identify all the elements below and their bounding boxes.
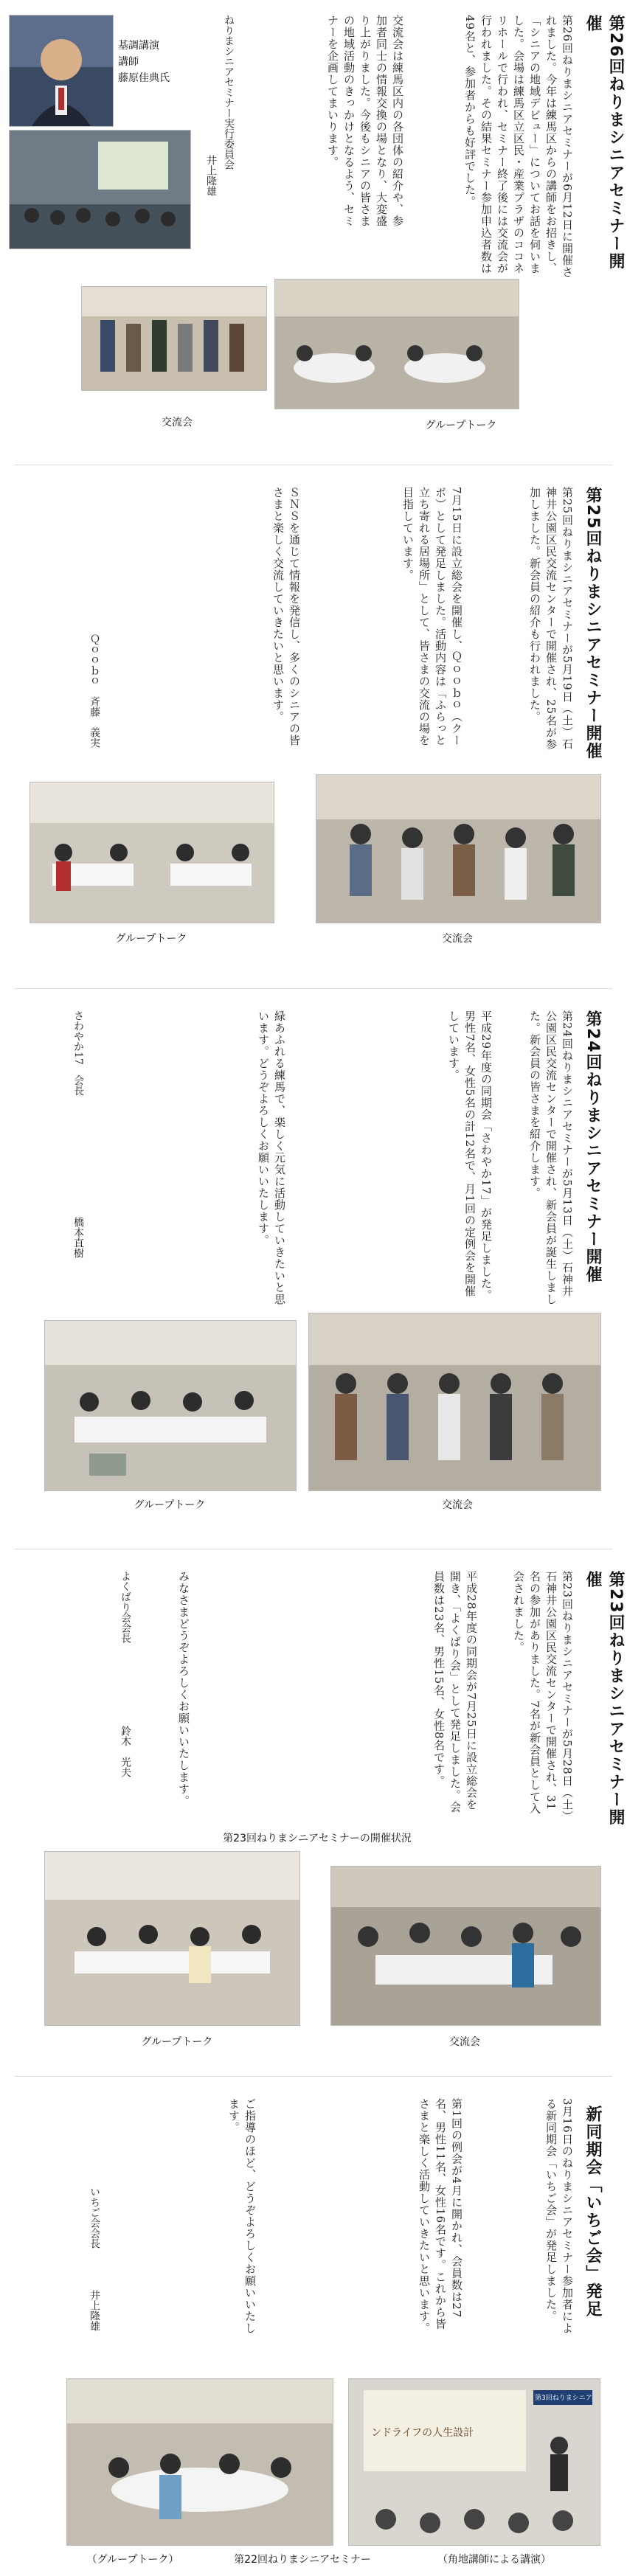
signer: 橋本直樹 bbox=[72, 1217, 84, 1258]
section-body: 第24回ねりまシニアセミナーが5月13日（土）石神井公園区民交流センターで開催され、新会員が誕生しました。新会員の皆さまを紹介します。 bbox=[528, 1010, 574, 1305]
section-body-2: 平成29年度の同期会「さわやか17」が発足しました。男性7名、女性5名の計12名で、月1回の定例会を開催しています。 bbox=[447, 1010, 493, 1302]
caption-social: 交流会 bbox=[442, 933, 473, 945]
speaker-role: 基調講演 bbox=[118, 40, 159, 52]
signer: 鈴木 光夫 bbox=[119, 1726, 131, 1777]
photo-social bbox=[81, 286, 267, 391]
signature: ねりまシニアセミナー実行委員会 bbox=[223, 15, 235, 170]
lecture-photo bbox=[9, 130, 191, 249]
caption-group-talk: グループトーク bbox=[134, 1499, 206, 1511]
signature: さわやか17 会長 bbox=[72, 1010, 84, 1096]
banner: 第23回ねりまシニアセミナーの開催状況 bbox=[223, 1833, 412, 1844]
speaker-photo bbox=[9, 15, 114, 127]
caption-social: 交流会 bbox=[442, 1499, 473, 1511]
section-body: 3月16日のねりまシニアセミナー参加者による新同期会「いちご会」が発足しました。 bbox=[544, 2098, 574, 2334]
caption-social: 交流会 bbox=[162, 417, 193, 428]
caption-group-talk: グループトーク bbox=[115, 933, 187, 945]
caption-social: 交流会 bbox=[449, 2036, 480, 2048]
section-seminar-23 bbox=[0, 1556, 627, 2072]
caption-group-talk: グループトーク bbox=[425, 420, 497, 431]
caption-group-talk: （グループトーク） bbox=[86, 2554, 179, 2566]
caption-seminar-title: 第22回ねりまシニアセミナー bbox=[234, 2554, 371, 2566]
signer: 井上隆雄 bbox=[205, 155, 217, 196]
slide-header: 第3回ねりまシニア bbox=[535, 2395, 592, 2402]
divider bbox=[15, 988, 612, 989]
section-body-2: 平成28年度の同期会が7月25日に設立総会を開き、「よくばり会」として発足しました。会員数は23名、男性15名、女性8名です。 bbox=[432, 1571, 478, 1813]
section-body-2: 7月15日に設立総会を開催し、Ｑｏｏｂｏ（クーボ）として発足しました。活動内容は「ふらっと立ち寄れる居場所」として、皆さまの交流の場を目指しています。 bbox=[401, 487, 463, 746]
section-body: 第25回ねりまシニアセミナーが5月19日（土）石神井公園区民交流センターで開催され、25名が参加しました。新会員の紹介も行われました。 bbox=[528, 487, 574, 751]
photo-social bbox=[308, 1313, 601, 1491]
signature: Ｑｏｏｂｏ 斉藤 義実 bbox=[89, 634, 100, 748]
photo-group-talk bbox=[44, 1851, 300, 2026]
section-title: 第23回ねりまシニアセミナー開催 bbox=[583, 1571, 625, 1827]
signature: よくばり会会長 bbox=[119, 1571, 131, 1643]
section-seminar-24 bbox=[0, 996, 627, 1541]
slide-text: ンドライフの人生設計 bbox=[371, 2427, 474, 2439]
caption-group-talk: グループトーク bbox=[141, 2036, 213, 2048]
speaker-name: 藤原佳典氏 bbox=[118, 72, 170, 84]
section-seminar-22 bbox=[0, 2083, 627, 2576]
photo-group-talk bbox=[44, 1320, 297, 1491]
section-seminar-26 bbox=[0, 0, 627, 472]
section-title: 新同期会「いちご会」発足 bbox=[583, 2105, 602, 2318]
caption-lecture: （角地講師による講演） bbox=[437, 2554, 551, 2566]
section-body-3: ご指導のほど、どうぞよろしくお願いいたします。 bbox=[227, 2098, 257, 2334]
signer: 井上隆雄 bbox=[89, 2290, 100, 2331]
photo-group-talk bbox=[274, 279, 519, 409]
section-title: 第24回ねりまシニアセミナー開催 bbox=[583, 1010, 602, 1284]
photo-social bbox=[330, 1866, 601, 2026]
section-body: 第23回ねりまシニアセミナーが5月28日（土）石神井公園区民交流センターで開催され、31名の参加がありました。7名が新会員として入会されました。 bbox=[512, 1571, 574, 1817]
section-body-3: ＳＮＳを通じて情報を発信し、多くのシニアの皆さまと楽しく交流していきたいと思います。 bbox=[271, 487, 301, 746]
section-body-3: 緑あふれる練馬で、楽しく元気に活動していきたいと思います。どうぞよろしくお願いいたします。 bbox=[257, 1010, 286, 1305]
photo-group-talk bbox=[66, 2378, 333, 2546]
speaker-title: 講師 bbox=[118, 56, 139, 68]
divider bbox=[15, 2076, 612, 2077]
section-body: 第26回ねりまシニアセミナーが6月12日に開催されました。今年は練馬区からの講師をお招きし、「シニアの地域デビュー」についてお話を伺いました。会場は練馬区立区民・産業プラザのココネリホールで行われ、セミナー終了後には交流会が行われました。その結果セミナー参加申込者数は49名と、参加者からも好評でした。 bbox=[463, 15, 574, 278]
photo-lecture bbox=[348, 2378, 600, 2546]
signature: いちご会会長 bbox=[89, 2187, 100, 2249]
section-title: 第26回ねりまシニアセミナー開催 bbox=[583, 15, 625, 271]
section-body-2: 第1回の例会が4月に開かれ、会員数は27名、男性11名、女性16名です。これから皆さまと楽しく活動していきたいと思います。 bbox=[418, 2098, 463, 2334]
section-body-3: みなさまどうぞよろしくお願いいたします。 bbox=[177, 1571, 190, 1807]
photo-social bbox=[316, 774, 601, 923]
photo-group-talk bbox=[30, 782, 274, 923]
section-seminar-25 bbox=[0, 472, 627, 988]
section-title: 第25回ねりまシニアセミナー開催 bbox=[583, 487, 602, 760]
section-body-2: 交流会は練馬区内の各団体の紹介や、参加者同士の情報交換の場となり、大変盛り上がりました。今後もシニアの皆さまの地域活動のきっかけとなるよう、セミナーを企画してまいります。 bbox=[326, 15, 404, 227]
